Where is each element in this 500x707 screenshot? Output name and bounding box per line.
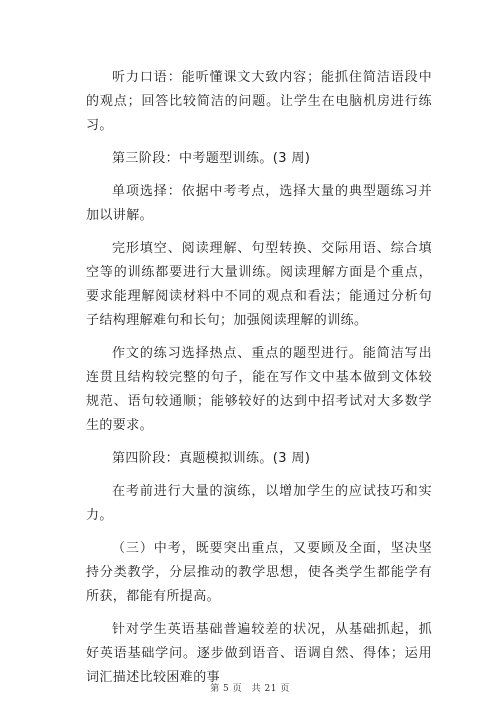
paragraph-listening-speaking: 听力口语：能听懂课文大致内容；能抓住简洁语段中的观点；回答比较简洁的问题。让学生在电脑机房进行练习。 [86,70,432,133]
paragraph-cloze-reading: 完形填空、阅读理解、句型转换、交际用语、综合填空等的训练都要进行大量训练。阅读理解方面是个重点，要求能理解阅读材料中不同的观点和看法；能通过分析句子结构理解难句和长句；加强阅读理解的训练。 [86,241,432,328]
page-number-footer: 第 5 页 共 21 页 [210,684,290,694]
paragraph-single-choice: 单项选择：依据中考考点，选择大量的典型题练习并加以讲解。 [86,184,432,223]
paragraph-stage-four-heading: 第四阶段：真题模拟训练。(3 周) [112,451,311,466]
paragraph-composition: 作文的练习选择热点、重点的题型进行。能简洁写出连贯且结构较完整的句子，能在写作文中基本做到文体较规范、语句较通顺；能够较好的达到中招考试对大多数学生的要求。 [86,346,432,433]
paragraph-section-three: （三）中考，既要突出重点，又要顾及全面，坚决坚持分类教学，分层推动的教学思想，使各类学生都能学有所获，都能有所提高。 [86,541,432,604]
paragraph-stage-three-heading: 第三阶段：中考题型训练。(3 周) [112,151,311,166]
document-body [86,66,432,699]
paragraph-english-basics: 针对学生英语基础普遍较差的状况，从基础抓起，抓好英语基础学问。逐步做到语音、语调自然、得体；运用词汇描述比较困难的事 [86,622,432,685]
paragraph-exam-practice: 在考前进行大量的演练，以增加学生的应试技巧和实力。 [86,484,432,523]
